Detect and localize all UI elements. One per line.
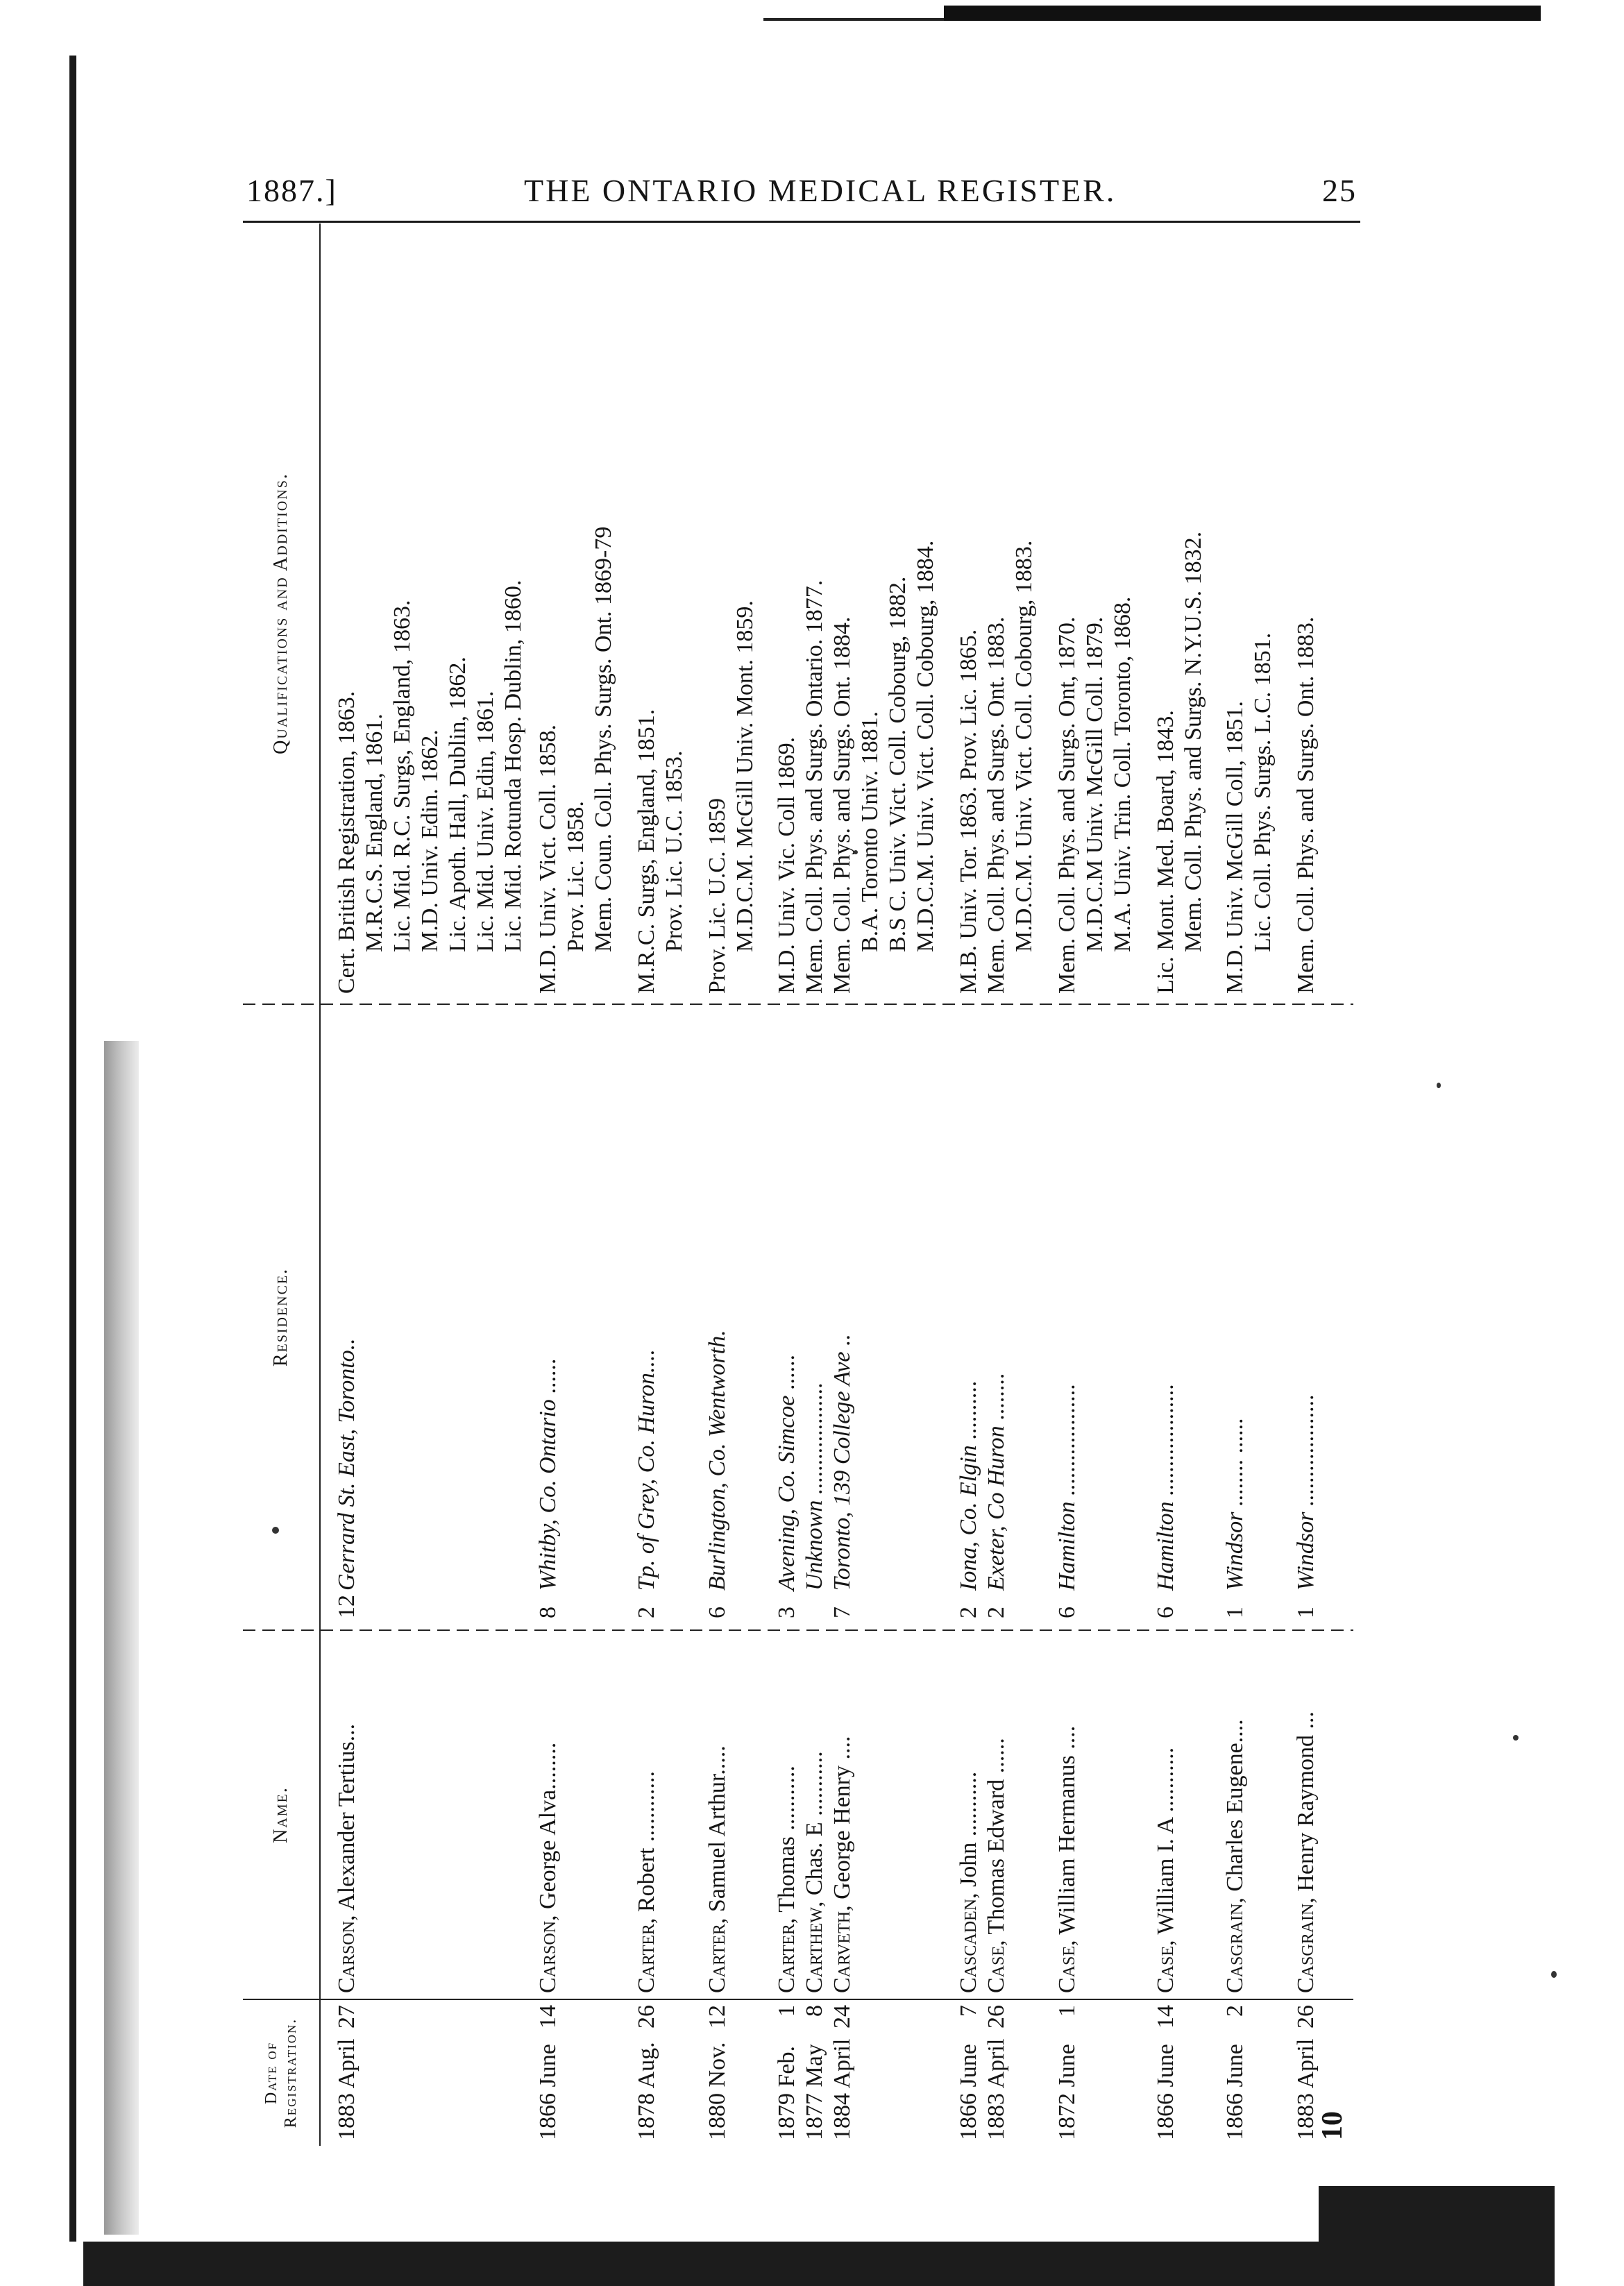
qualification-line: M.D.C.M. McGill Univ. Mont. 1859. [732, 600, 758, 952]
residence-place: Windsor ........ ...... [1222, 1417, 1248, 1591]
qualification-line: M.D.C.M Univ. McGill Coll. 1879. [1082, 616, 1108, 952]
registration-day: 26 [1293, 2005, 1319, 2029]
qualification-line: Mem. Coll. Phys. and Surgs. N.Y.U.S. 1832. [1181, 531, 1206, 952]
scan-speck [1513, 1735, 1519, 1741]
qualification-line: Mem. Coll. Phys. and Surgs. Ont, 1870. [1054, 616, 1080, 994]
signature-mark: 10 [1317, 2111, 1348, 2140]
residence [633, 1008, 661, 1618]
registration-date: 1872 June [1054, 2044, 1080, 2140]
surname: Case [1153, 1945, 1178, 1993]
qualification-line: M.R.C.S. England, 1861. [362, 713, 387, 952]
residence [1292, 1008, 1320, 1618]
qualification-line: Lic. Mid. Univ. Edin, 1861. [473, 691, 498, 952]
given-names: , George Henry .... [829, 1736, 855, 1911]
residence [773, 1008, 801, 1618]
residence [983, 1008, 1010, 1618]
qualifications [773, 230, 801, 994]
given-names: , Henry Raymond ... [1293, 1711, 1319, 1904]
registration-date: 1880 Nov. [704, 2042, 730, 2140]
qualifications [983, 230, 1038, 994]
registration-day: 7 [956, 2005, 981, 2017]
registration-day: 26 [983, 2005, 1009, 2029]
surname: Case [1054, 1945, 1080, 1993]
practitioner-name [1054, 1639, 1081, 1993]
column-header-rule [319, 223, 321, 2146]
practitioner-name [801, 1639, 829, 1993]
registration-day: 8 [802, 2005, 827, 2017]
given-names: , Alexander Tertius... [334, 1723, 360, 1921]
registration-date: 1878 Aug. [634, 2042, 659, 2140]
qualifications [633, 230, 688, 994]
registration-date: 1866 June [1153, 2044, 1178, 2140]
surname: Casgrain [1293, 1903, 1319, 1993]
residence [1221, 1008, 1249, 1618]
qualifications [1221, 230, 1277, 994]
residence [704, 1008, 731, 1618]
qualification-line: Mem. Coll. Phys. and Surgs. Ont. 1883. [983, 616, 1009, 994]
residence-place: Hamilton ................... [1153, 1383, 1178, 1591]
registration-day: 1 [774, 2005, 800, 2017]
qualification-line: Lic. Mid. Rotunda Hosp. Dublin, 1860. [500, 579, 526, 952]
qualification-line: M.D.C.M. Univ. Vict. Coll. Cobourg, 1883. [1011, 540, 1037, 952]
qualifications [1152, 230, 1208, 994]
column-header-residence: Residence. [270, 1267, 291, 1367]
registration-day: 14 [1153, 2005, 1178, 2029]
qualification-line: Lic. Apoth. Hall, Dublin, 1862. [445, 657, 471, 952]
registration-date: 1884 April [829, 2038, 855, 2140]
given-names: , Robert ............ [634, 1771, 659, 1924]
column-header-date: Date of Registration. [262, 2017, 300, 2128]
surname: Carter [704, 1924, 730, 1993]
given-names: , William I. A ........... [1153, 1747, 1178, 1946]
given-names: , Charles Eugene.... [1222, 1719, 1248, 1904]
practitioner-name [773, 1639, 801, 1993]
qualification-line: Prov. Lic. U.C. 1859 [704, 797, 730, 994]
given-names: , George Alva........ [535, 1742, 561, 1921]
registration-day: 14 [535, 2005, 561, 2029]
qualification-line: B.S C. Univ. Vict. Coll. Cobourg, 1882. [885, 576, 911, 952]
qualification-line: Mem. Coll. Phys. and Surgs. Ont. 1883. [1293, 616, 1319, 994]
qualification-line: M.B. Univ. Tor. 1863. Prov. Lic. 1865. [956, 629, 981, 994]
qualifications [955, 230, 983, 994]
residence-place: Toronto, 139 College Ave .. [829, 1334, 855, 1591]
surname: Case [983, 1945, 1009, 1993]
header-title: THE ONTARIO MEDICAL REGISTER. [524, 173, 1117, 208]
residence [829, 1008, 856, 1618]
practitioner-name [1221, 1639, 1249, 1993]
residence-place: Iona, Co. Elgin .......... [956, 1380, 981, 1591]
residence [534, 1008, 562, 1618]
registration-date: 1883 April [334, 2038, 360, 2140]
registration-day: 1 [1054, 2005, 1080, 2017]
residence-number: 1 [1222, 1607, 1248, 1618]
residence [333, 1008, 361, 1618]
qualifications [534, 230, 618, 994]
practitioner-name [983, 1639, 1010, 1993]
column-divider [243, 1004, 1353, 1005]
surname: Carthew [802, 1907, 827, 1993]
qualification-line: M.D. Univ. McGill Coll, 1851. [1222, 701, 1248, 994]
practitioner-name [829, 1639, 856, 1993]
qualifications [1292, 230, 1320, 994]
surname: Casgrain [1222, 1903, 1248, 1993]
surname: Carson [535, 1920, 561, 1993]
registration-date: 1866 June [956, 2044, 981, 2140]
residence-number: 8 [535, 1607, 561, 1618]
residence-place: Burlington, Co. Wentworth. [704, 1330, 730, 1591]
column-header-qualifications: Qualifications and Additions. [270, 473, 291, 754]
qualification-line: Mem. Coll. Phys. and Surgs. Ontario. 1877. [802, 579, 827, 994]
residence-number: 6 [704, 1607, 730, 1618]
surname: Carson [334, 1920, 360, 1993]
given-names: , Thomas ........... [774, 1766, 800, 1924]
qualification-line: M.A. Univ. Trin. Coll. Toronto, 1868. [1110, 596, 1135, 952]
practitioner-name [955, 1639, 983, 1993]
registration-day: 2 [1222, 2005, 1248, 2017]
registration-day: 12 [704, 2005, 730, 2029]
surname: Carter [774, 1924, 800, 1993]
residence-number: 6 [1153, 1607, 1178, 1618]
header-page-number: 25 [1322, 173, 1357, 208]
given-names: , John ........... [956, 1771, 981, 1899]
residence-number: 3 [774, 1607, 800, 1618]
qualification-line: M.D. Univ. Vic. Coll 1869. [774, 736, 800, 994]
practitioner-name [333, 1639, 361, 1993]
surname: Cascaden [956, 1898, 981, 1993]
qualifications [1054, 230, 1137, 994]
residence [801, 1008, 829, 1618]
surname: Carter [634, 1924, 659, 1993]
qualification-line: Prov. Lic. U.C. 1853. [661, 750, 687, 952]
scan-edge-bottom-corner [1319, 2186, 1555, 2249]
qualification-line: B.A. Toronto Univ. 1881. [857, 711, 883, 952]
qualifications [333, 230, 527, 994]
residence-place: Gerrard St. East, Toronto.. [334, 1338, 360, 1591]
qualification-line: Prov. Lic. 1858. [563, 801, 589, 952]
scan-speck [1437, 1083, 1441, 1088]
practitioner-name [633, 1639, 661, 1993]
qualifications [704, 230, 759, 994]
qualification-line: M.D.C.M. Univ. Vict. Coll. Cobourg, 1884. [913, 540, 938, 952]
registration-date: 1883 April [1293, 2038, 1319, 2140]
qualification-line: Lic. Mont. Med. Board, 1843. [1153, 710, 1178, 994]
page-binding-edge [69, 56, 76, 2242]
registration-day: 27 [334, 2005, 360, 2029]
column-divider [243, 1629, 1353, 1631]
qualification-line: Mem. Coun. Coll. Phys. Surgs. Ont. 1869-79 [591, 526, 616, 952]
residence-number: 2 [983, 1607, 1009, 1618]
registration-date: 1866 June [1222, 2044, 1248, 2140]
practitioner-name [704, 1639, 731, 1993]
residence-place: Exeter, Co Huron ........ [983, 1372, 1009, 1591]
qualification-line: M.D. Univ. Edin. 1862. [417, 729, 443, 952]
registration-date: 1879 Feb. [774, 2046, 800, 2140]
column-divider [243, 1999, 1353, 2000]
residence-number: 7 [829, 1607, 855, 1618]
residence-place: Tp. of Grey, Co. Huron.... [634, 1349, 659, 1591]
column-header-name: Name. [270, 1786, 291, 1843]
residence-number: 2 [634, 1607, 659, 1618]
qualifications [801, 230, 829, 994]
registration-date: 1866 June [535, 2044, 561, 2140]
residence-place: Whitby, Co. Ontario ...... [535, 1357, 561, 1591]
registration-day: 26 [634, 2005, 659, 2029]
scan-speck [1551, 1971, 1557, 1978]
residence-place: Avening, Co. Simcoe ...... [774, 1354, 800, 1591]
qualification-line: Lic. Coll. Phys. Surgs. L.C. 1851. [1250, 632, 1276, 952]
scan-edge-top [944, 6, 1541, 21]
page-header [246, 170, 1357, 212]
given-names: , Thomas Edward ...... [983, 1738, 1009, 1946]
residence [1054, 1008, 1081, 1618]
registration-date: 1883 April [983, 2038, 1009, 2140]
qualification-line: M.D. Univ. Vict. Coll. 1858. [535, 724, 561, 994]
given-names: , Samuel Arthur..... [704, 1745, 730, 1924]
header-year: 1887.] [246, 173, 337, 208]
register-table [243, 223, 1353, 2146]
qualification-line: Cert. British Registration, 1863. [334, 691, 360, 994]
residence [1152, 1008, 1180, 1618]
residence-number: 12 [334, 1595, 360, 1618]
residence-place: Windsor ................... [1293, 1394, 1319, 1591]
residence-number: 6 [1054, 1607, 1080, 1618]
residence [955, 1008, 983, 1618]
registration-day: 24 [829, 2005, 855, 2029]
qualification-line: M.R.C. Surgs, England, 1851. [634, 709, 659, 994]
practitioner-name [534, 1639, 562, 1993]
qualification-line: Lic. Mid. R.C. Surgs, England, 1863. [389, 600, 415, 952]
qualifications [829, 230, 940, 994]
residence-place: Unknown ................... [802, 1382, 827, 1591]
qualification-line: Mem. Coll. Phys. and Surgs. Ont. 1884. [829, 616, 855, 994]
given-names: , Chas. E ........... [802, 1751, 827, 1908]
residence-place: Hamilton ................... [1054, 1383, 1080, 1591]
practitioner-name [1292, 1639, 1320, 1993]
residence-number: 2 [956, 1607, 981, 1618]
surname: Carveth [829, 1911, 855, 1993]
practitioner-name [1152, 1639, 1180, 1993]
residence-number: 1 [1293, 1607, 1319, 1618]
page-binding-shadow [104, 1041, 139, 2235]
given-names: , William Hermanus .... [1054, 1725, 1080, 1946]
registration-date: 1877 May [802, 2044, 827, 2140]
header-rule [243, 221, 1360, 223]
